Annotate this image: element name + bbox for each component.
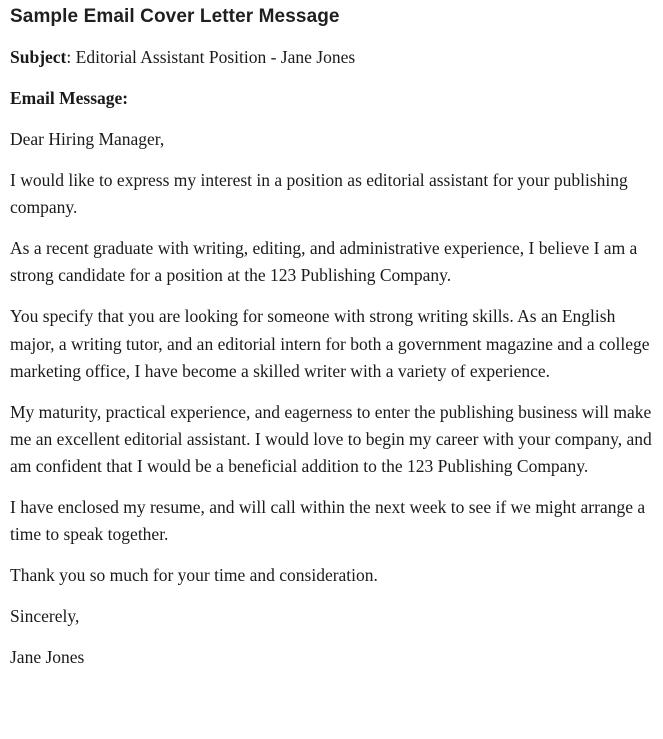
paragraph-thanks: Thank you so much for your time and consideration. (10, 565, 378, 586)
paragraph-interest: I would like to express my interest in a position as editorial assistant for your publishing company. (10, 170, 628, 218)
salutation: Dear Hiring Manager, (10, 129, 165, 149)
page-title: Sample Email Cover Letter Message (10, 6, 340, 27)
paragraph-experience: As a recent graduate with writing, editing, and administrative experience, I believe I am a strong candidate for a position at the 123 Publishing Company. (10, 238, 638, 286)
paragraph-follow-up: I have enclosed my resume, and will call within the next week to see if we might arrange a time to speak together. (10, 497, 646, 545)
paragraph-skills: You specify that you are looking for someone with strong writing skills. As an English major, a writing tutor, and an editorial intern for both a government magazine and a college marketing office, I have become a skilled writer with a variety of experience. (10, 306, 650, 381)
subject-label: Subject (10, 47, 67, 67)
closing: Sincerely, (10, 606, 80, 627)
subject-line (10, 44, 655, 71)
subject-separator: : (66, 47, 72, 67)
signature: Jane Jones (10, 647, 85, 668)
cover-letter-document (10, 0, 655, 672)
subject-value: Editorial Assistant Position - Jane Jones (71, 47, 356, 67)
paragraph-qualities: My maturity, practical experience, and eagerness to enter the publishing business will make me an excellent editorial assistant. I would love to begin my career with your company, and am confident that I would be a beneficial addition to the 123 Publishing Company. (10, 401, 652, 477)
email-message-label: Email Message: (10, 88, 129, 108)
